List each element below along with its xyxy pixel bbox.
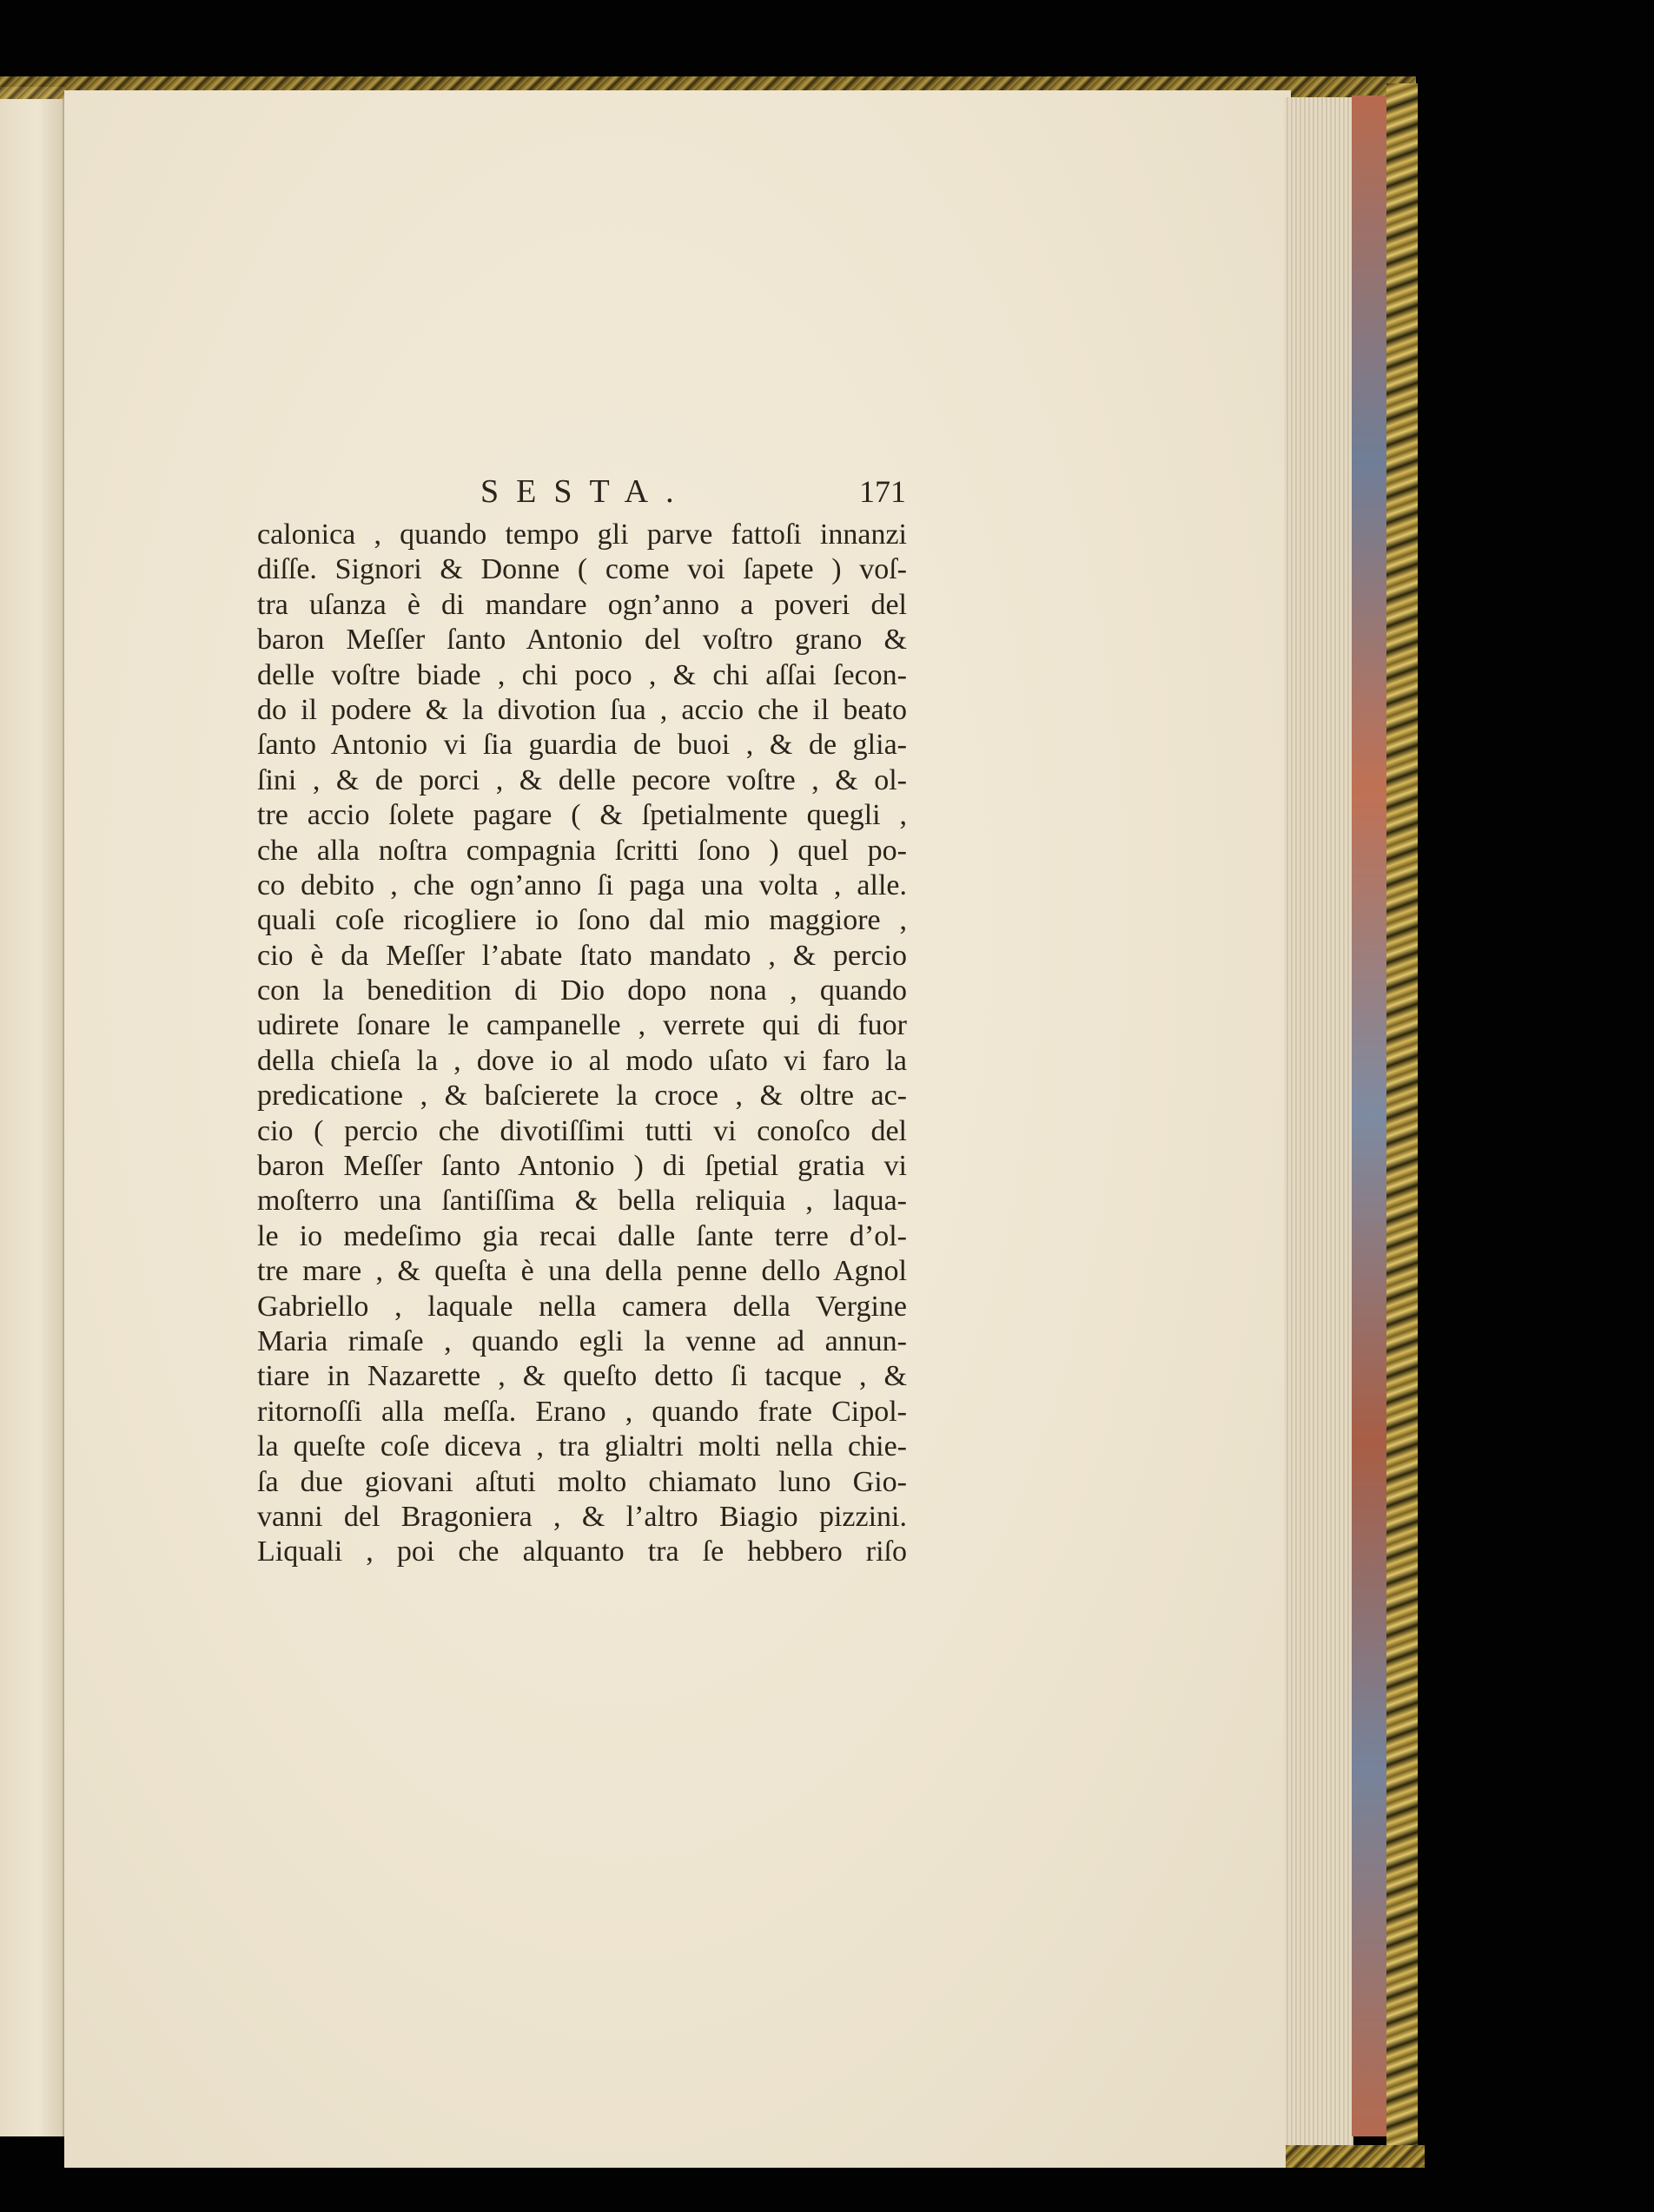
text-line: la queſte coſe diceva , tra glialtri molti nella chie-: [257, 1430, 907, 1463]
running-head: [480, 466, 906, 518]
marbled-endpaper: [1352, 96, 1388, 2136]
text-line: ſini , & de porci , & delle pecore voſtre , & ol-: [257, 763, 907, 796]
page-number: 171: [859, 474, 906, 509]
text-line: calonica , quando tempo gli parve fattoſi innanzi: [257, 518, 907, 551]
text-line: do il podere & la divotion ſua , accio che il beato: [257, 693, 907, 726]
text-line: diſſe. Signori & Donne ( come voi ſapete ) voſ-: [257, 553, 907, 586]
text-line: delle voſtre biade , chi poco , & chi aſſai ſecon-: [257, 658, 907, 691]
text-line: predicatione , & baſcierete la croce , & oltre ac-: [257, 1080, 907, 1113]
text-line: Gabriello , laquale nella camera della Vergine: [257, 1290, 907, 1323]
text-line: con la benedition di Dio dopo nona , quando: [257, 974, 907, 1007]
text-line: baron Meſſer ſanto Antonio ) di ſpetial gratia vi: [257, 1150, 907, 1183]
body-text: [257, 518, 907, 1570]
text-line: Liquali , poi che alquanto tra ſe hebbero riſo: [257, 1535, 907, 1568]
text-line: della chieſa la , dove io al modo uſato vi faro la: [257, 1044, 907, 1077]
text-line: ritornoſſi alla meſſa. Erano , quando frate Cipol-: [257, 1395, 907, 1428]
text-line: moſterro una ſantiſſima & bella reliquia , laqua-: [257, 1185, 907, 1218]
gilt-board-edge: [1386, 83, 1418, 2150]
text-line: baron Meſſer ſanto Antonio del voſtro grano &: [257, 624, 907, 657]
text-line: ſanto Antonio vi ſia guardia de buoi , & de glia-: [257, 729, 907, 762]
text-line: ſa due giovani aſtuti molto chiamato luno Gio-: [257, 1465, 907, 1498]
text-line: tra uſanza è di mandare ogn’anno a poveri del: [257, 588, 907, 621]
text-line: co debito , che ogn’anno ſi paga una volta , alle.: [257, 868, 907, 901]
text-line: che alla noſtra compagnia ſcritti ſono ) quel po-: [257, 834, 907, 867]
text-line: cio ( percio che divotiſſimi tutti vi conoſco del: [257, 1114, 907, 1147]
text-line: tre accio ſolete pagare ( & ſpetialmente quegli ,: [257, 799, 907, 832]
facing-page-edge: [0, 87, 64, 2136]
gilt-binding-bottom: [1286, 2145, 1425, 2168]
text-line: tre mare , & queſta è una della penne dello Agnol: [257, 1255, 907, 1288]
page-fore-edges: [1284, 97, 1353, 2147]
text-line: Maria rimaſe , quando egli la venne ad annun-: [257, 1324, 907, 1357]
text-line: cio è da Meſſer l’abate ſtato mandato , & percio: [257, 939, 907, 972]
text-line: quali coſe ricogliere io ſono dal mio maggiore ,: [257, 904, 907, 937]
text-line: le io medeſimo gia recai dalle ſante terre d’ol-: [257, 1219, 907, 1252]
text-line: vanni del Bragoniera , & l’altro Biagio pizzini.: [257, 1500, 907, 1533]
text-line: udirete ſonare le campanelle , verrete qui di fuor: [257, 1009, 907, 1042]
running-title: SESTA.: [480, 473, 691, 510]
text-line: tiare in Nazarette , & queſto detto ſi tacque , &: [257, 1360, 907, 1393]
